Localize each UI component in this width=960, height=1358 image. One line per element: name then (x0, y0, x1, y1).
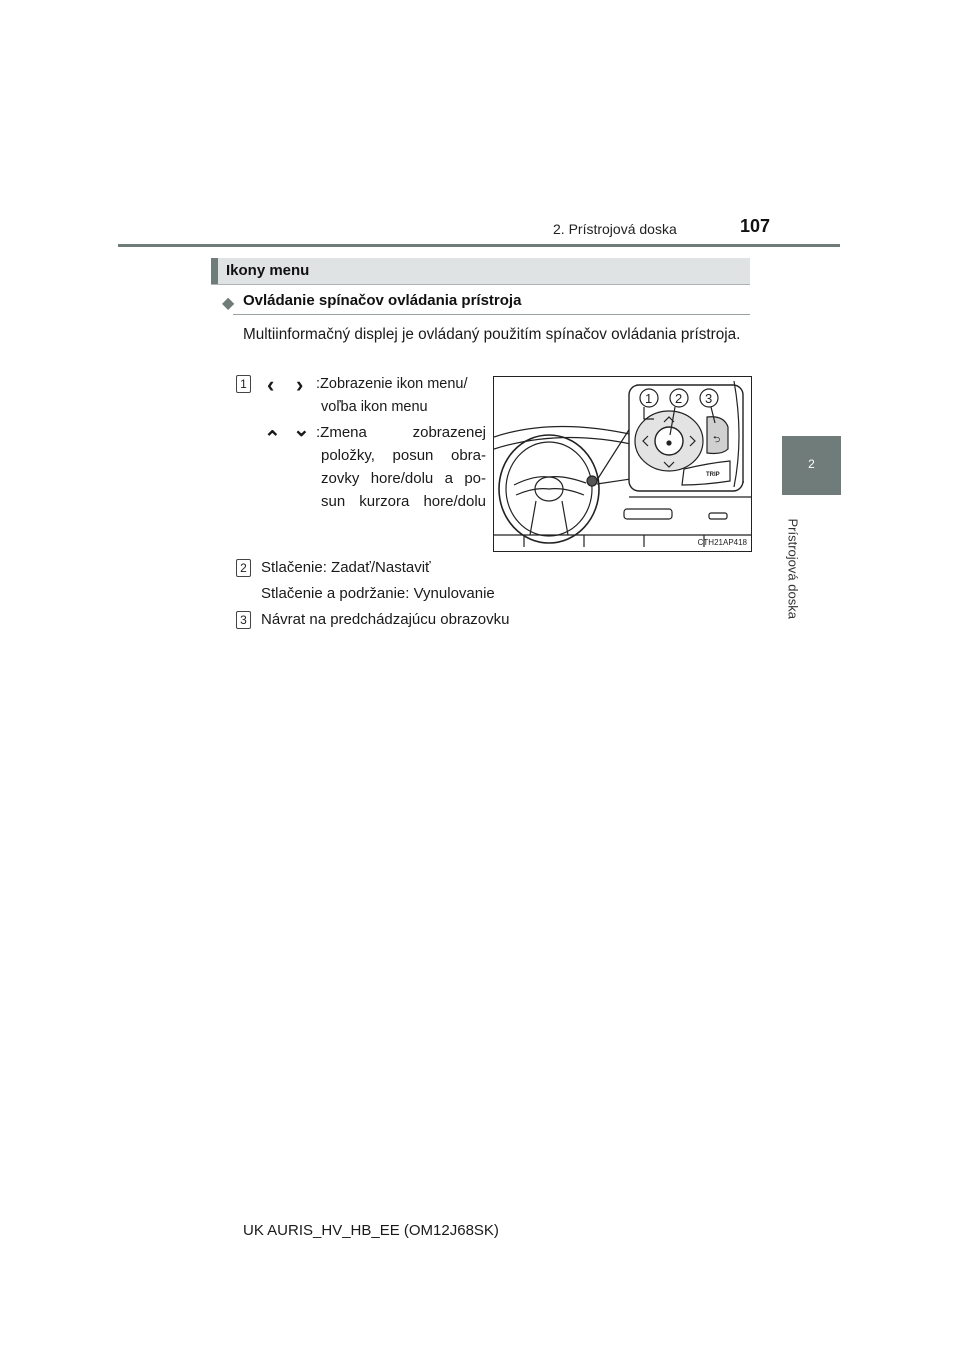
steering-wheel-illustration (494, 377, 751, 551)
item-number-2: 2 (236, 559, 251, 577)
item-1a-line-2: voľba ikon menu (321, 399, 428, 415)
figure-callout-3: 3 (705, 391, 713, 406)
chapter-number: 2 (808, 457, 815, 471)
item-1b-line-4: sun kurzora hore/dolu (321, 493, 486, 510)
item-1b-line-3: zovky hore/dolu a po- (321, 470, 486, 487)
item-number-3: 3 (236, 611, 251, 629)
item-1b-line-2: položky, posun obra- (321, 447, 486, 464)
item-1b-line-1: :Zmena zobrazenej (316, 424, 486, 441)
section-heading-bar (211, 258, 750, 285)
item-2-line-1: Stlačenie: Zadať/Nastaviť (261, 559, 431, 576)
back-arrow-icon: ⮌ (713, 434, 721, 444)
item-number-1: 1 (236, 375, 251, 393)
diamond-bullet-icon: ◆ (222, 295, 235, 312)
document-footer: UK AURIS_HV_HB_EE (OM12J68SK) (243, 1222, 499, 1239)
intro-paragraph: Multiinformačný displej je ovládaný použitím spínačov ovládania prístroja. (243, 326, 741, 343)
chevron-right-icon: › (296, 372, 304, 397)
section-title: Ikony menu (226, 262, 310, 279)
header-rule (118, 244, 840, 247)
chevron-up-icon: ⌃ (264, 428, 281, 450)
figure-callout-2: 2 (675, 391, 683, 406)
section-bar-accent (211, 258, 218, 284)
running-header-section: 2. Prístrojová doska (553, 221, 677, 237)
chapter-label: Prístrojová doska (785, 518, 801, 619)
item-3-line-1: Návrat na predchádzajúcu obrazovku (261, 611, 510, 628)
page-number: 107 (740, 216, 771, 236)
item-2-line-2: Stlačenie a podržanie: Vynulovanie (261, 585, 495, 602)
trip-button-label: TRIP (706, 472, 720, 478)
chevron-left-icon: ‹ (267, 372, 275, 397)
chevron-down-icon: ⌄ (293, 419, 310, 441)
item-1a-line-1: :Zobrazenie ikon menu/ (316, 376, 468, 392)
figure-callout-1: 1 (645, 391, 653, 406)
subsection-title: Ovládanie spínačov ovládania prístroja (243, 292, 522, 309)
chapter-tab (782, 436, 841, 495)
figure-code: CTH21AP418 (697, 538, 747, 547)
steering-switch-figure (493, 376, 752, 552)
subsection-rule (233, 314, 750, 315)
